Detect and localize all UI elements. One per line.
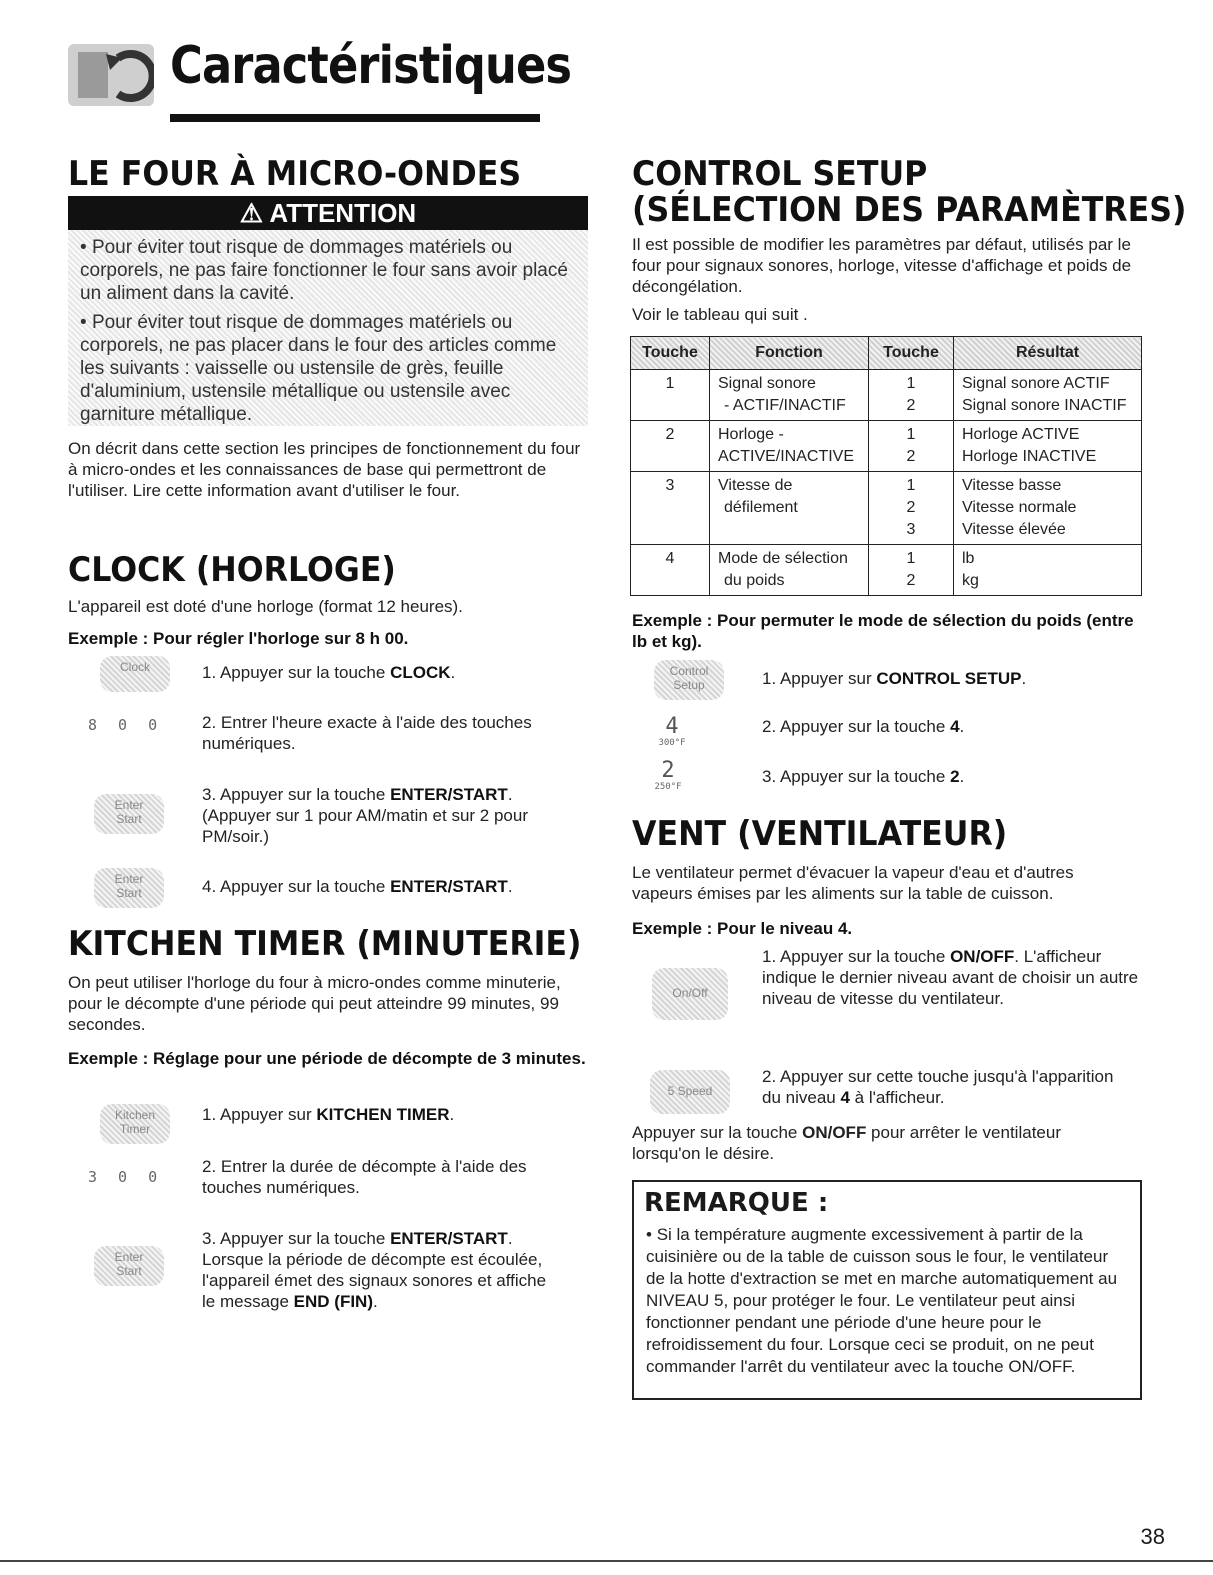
- table-row: 3 Vitesse de défilement 1 2 3 Vitesse basse Vitesse normale Vitesse élevée: [631, 472, 1142, 545]
- vent-outro: Appuyer sur la touche ON/OFF pour arrêter le ventilateur lorsqu'on le désire.: [632, 1123, 1061, 1163]
- enter-start-key-icon: Enter Start: [94, 1246, 164, 1286]
- table-header: Résultat: [954, 337, 1142, 370]
- microwave-intro: On décrit dans cette section les principes de fonctionnement du four à micro-ondes et les connaissances de base qui permettront de l'utiliser. Lire cette information avant d'utiliser le four.: [68, 439, 581, 500]
- table-row: 2 Horloge - ACTIVE/INACTIVE 1 2 Horloge ACTIVE Horloge INACTIVE: [631, 421, 1142, 472]
- table-header: Touche: [631, 337, 710, 370]
- timer-step-1: 1. Appuyer sur KITCHEN TIMER.: [202, 1105, 455, 1124]
- remarque-box: [632, 1180, 1142, 1400]
- remarque-body: • Si la température augmente excessivement à partir de la cuisinière ou de la table de cuisson sous le four, le ventilateur de la hotte d'extraction se met en marche automatiquement au NIVEAU 5, pour protéger le four. Le ventilateur peut ainsi fonctionner pendant une période d'une heure pour le refroidissement du four. Lorsque ceci se produit, on ne peut commander l'arrêt du ventilateur avec la touche ON/OFF.: [646, 1225, 1118, 1376]
- timer-digits-icon: 3 0 0: [88, 1168, 164, 1186]
- warning-box: [68, 230, 588, 426]
- table-header: Touche: [869, 337, 954, 370]
- setup-intro: Il est possible de modifier les paramètres par défaut, utilisés par le four pour signaux sonores, horloge, vitesse d'affichage et poids de décongélation.: [632, 235, 1132, 296]
- setup-table: [630, 336, 1142, 596]
- page-number: 38: [1140, 1524, 1165, 1549]
- number-2-key-icon: 2 250°F: [654, 758, 682, 792]
- setup-example: Exemple : Pour permuter le mode de sélection du poids (entre lb et kg).: [632, 611, 1134, 651]
- title-underline: [170, 114, 540, 122]
- timer-example: Exemple : Réglage pour une période de décompte de 3 minutes.: [68, 1049, 586, 1068]
- page-title: Caractéristiques: [170, 36, 572, 96]
- clock-key-icon: Clock: [100, 656, 170, 692]
- remarque-title: REMARQUE :: [644, 1188, 829, 1218]
- table-row: 4 Mode de sélection du poids 1 2 lb kg: [631, 545, 1142, 596]
- fan-speed-key-icon: 5 Speed: [650, 1070, 730, 1114]
- clock-step-3: 3. Appuyer sur la touche ENTER/START. (Appuyer sur 1 pour AM/matin et sur 2 pour PM/soir.): [202, 785, 528, 846]
- timer-step-3: 3. Appuyer sur la touche ENTER/START. Lorsque la période de décompte est écoulée, l'appareil émet des signaux sonores et affiche le message END (FIN).: [202, 1229, 547, 1311]
- enter-start-key-icon: Enter Start: [94, 794, 164, 834]
- clock-digits-icon: 8 0 0: [88, 716, 164, 734]
- bottom-rule: [0, 1560, 1213, 1562]
- timer-step-2: 2. Entrer la durée de décompte à l'aide des touches numériques.: [202, 1157, 527, 1197]
- vent-step-1: 1. Appuyer sur la touche ON/OFF. L'afficheur indique le dernier niveau avant de choisir un autre niveau de vitesse du ventilateur.: [762, 947, 1139, 1008]
- clock-heading: CLOCK (HORLOGE): [68, 550, 396, 590]
- clock-intro: L'appareil est doté d'une horloge (format 12 heures).: [68, 597, 463, 616]
- on-off-key-icon: On/Off: [652, 968, 728, 1020]
- microwave-section: [68, 156, 555, 192]
- vent-intro: Le ventilateur permet d'évacuer la vapeur d'eau et d'autres vapeurs émises par les aliments sur la table de cuisson.: [632, 863, 1074, 903]
- table-row: 1 Signal sonore - ACTIF/INACTIF 1 2 Signal sonore ACTIF Signal sonore INACTIF: [631, 370, 1142, 421]
- warning-icon: ⚠: [239, 198, 270, 228]
- vent-step-2: 2. Appuyer sur cette touche jusqu'à l'apparition du niveau 4 à l'afficheur.: [762, 1067, 1114, 1107]
- setup-step-2: 2. Appuyer sur la touche 4.: [762, 717, 965, 736]
- timer-intro: On peut utiliser l'horloge du four à micro-ondes comme minuterie, pour le décompte d'une période qui peut atteindre 99 minutes, 99 secondes.: [68, 973, 561, 1034]
- warning-title: ATTENTION: [269, 198, 417, 228]
- vent-example: Exemple : Pour le niveau 4.: [632, 919, 853, 938]
- warning-item: • Pour éviter tout risque de dommages matériels ou corporels, ne pas faire fonctionner le four sans avoir placé un aliment dans la cavité.: [80, 237, 568, 304]
- clock-step-4: 4. Appuyer sur la touche ENTER/START.: [202, 877, 513, 896]
- table-header: Fonction: [710, 337, 869, 370]
- setup-heading-line1: CONTROL SETUP: [632, 154, 928, 194]
- kitchen-timer-key-icon: Kitchen Timer: [100, 1104, 170, 1144]
- microwave-heading: LE FOUR À MICRO-ONDES: [68, 154, 522, 194]
- control-setup-key-icon: Control Setup: [654, 660, 724, 700]
- setup-step-1: 1. Appuyer sur CONTROL SETUP.: [762, 669, 1027, 688]
- clock-step-1: 1. Appuyer sur la touche CLOCK.: [202, 663, 456, 682]
- setup-see-table: Voir le tableau qui suit .: [632, 305, 808, 324]
- setup-heading-line2: (SÉLECTION DES PARAMÈTRES): [632, 190, 1187, 230]
- number-4-key-icon: 4 300°F: [658, 714, 686, 748]
- clock-step-2: 2. Entrer l'heure exacte à l'aide des touches numériques.: [202, 713, 532, 753]
- section-icon: [68, 44, 154, 106]
- vent-heading: VENT (VENTILATEUR): [632, 814, 1008, 854]
- timer-heading: KITCHEN TIMER (MINUTERIE): [68, 924, 582, 964]
- enter-start-key-icon: Enter Start: [94, 868, 164, 908]
- warning-item: • Pour éviter tout risque de dommages matériels ou corporels, ne pas placer dans le four des articles comme les suivants : vaisselle ou ustensile de grès, feuille d'aluminium, ustensile métallique ou ustensile avec garniture métallique.: [80, 312, 557, 425]
- setup-step-3: 3. Appuyer sur la touche 2.: [762, 767, 965, 786]
- warning-banner: [68, 196, 588, 230]
- table-header-row: [631, 337, 1142, 370]
- clock-example: Exemple : Pour régler l'horloge sur 8 h 00.: [68, 629, 409, 648]
